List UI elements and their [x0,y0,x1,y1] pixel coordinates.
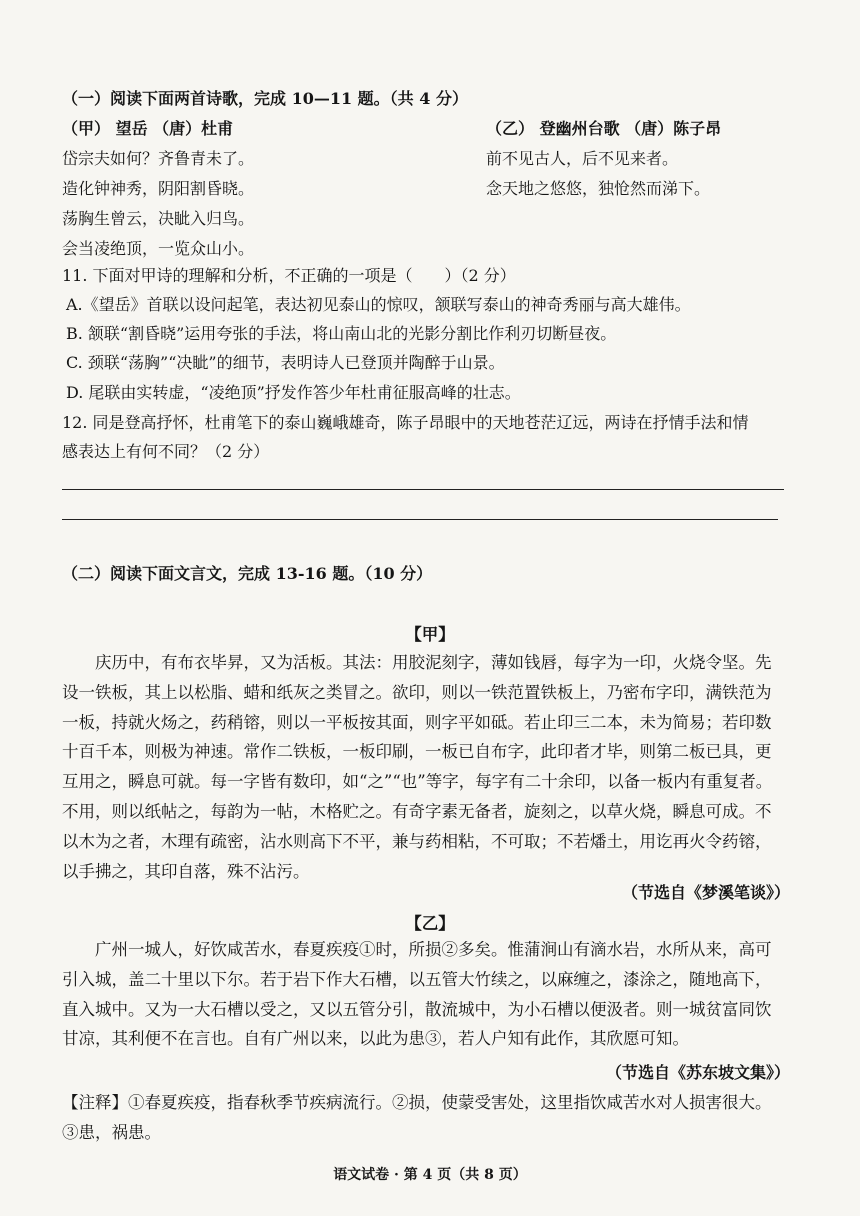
section1-heading: （一）阅读下面两首诗歌，完成 10—11 题。（共 4 分） [62,89,468,108]
page-footer: 语文试卷 · 第 4 页（共 8 页） [333,1167,527,1183]
question-11-option-a: A.《望岳》首联以设问起笔，表达初见泰山的惊叹，颔联写泰山的神奇秀丽与高大雄伟。 [66,295,691,314]
passage-jia-text: 庆历中，有布衣毕昇，又为活板。其法：用胶泥刻字，薄如钱唇，每字为一印，火烧令坚。先设一铁板，其上以松脂、蜡和纸灰之类冒之。欲印，则以一铁范置铁板上，乃密布字印，满铁范为一板，持就火炀之，药稍镕，则以一平板按其面，则字平如砥。若止印三二本，未为简易；若印数十百千本，则极为神速。常作二铁板，一板印刷，一板已自布字，此印者才毕，则第二板已具，更互用之，瞬息可就。每一字皆有数印，如“之”“也”等字，每字有二十余印，以备一板内有重复者。不用，则以纸帖之，每韵为一帖，木格贮之。有奇字素无备者，旋刻之，以草火烧，瞬息可成。不以木为之者，木理有疏密，沾水则高下不平，兼与药相粘，不可取；不若燔土，用讫再火令药镕，以手拂之，其印自落，殊不沾污。 [62,653,773,881]
passage-yi-text: 广州一城人，好饮咸苦水，春夏疾疫①时，所损②多矣。惟蒲涧山有滴水岩，水所从来，高可引入城，盖二十里以下尔。若于岩下作大石槽，以五管大竹续之，以麻缠之，漆涂之，随地高下，直入城中。又为一大石槽以受之，又以五管分引，散流城中，为小石槽以便汲者。则一城贫富同饮甘凉，其利便不在言也。自有广州以来，以此为患③，若人户知有此作，其欣愿可知。 [62,940,772,1049]
poem-a-line: 荡胸生曾云，决眦入归鸟。 [62,209,255,228]
passage-yi-label: 【乙】 [405,914,455,933]
answer-line [62,519,778,520]
question-11-option-b: B. 颔联“割昏晓”运用夸张的手法，将山南山北的光影分割比作利刃切断昼夜。 [66,324,617,343]
poem-a-line: 岱宗夫如何？齐鲁青未了。 [62,149,255,168]
poem-b-line: 前不见古人，后不见来者。 [486,149,679,168]
section2-heading: （二）阅读下面文言文，完成 13-16 题。（10 分） [62,564,433,583]
question-11-stem: 11. 下面对甲诗的理解和分析，不正确的一项是（ ）（2 分） [62,266,516,285]
passage-jia-source: （节选自《梦溪笔谈》） [621,883,790,902]
question-12-line: 感表达上有何不同？（2 分） [62,442,270,461]
poem-a-title: （甲） 望岳 （唐）杜甫 [62,119,234,138]
passage-yi-source: （节选自《苏东坡文集》） [605,1063,790,1082]
question-11-option-c: C. 颈联“荡胸”“决眦”的细节，表明诗人已登顶并陶醉于山景。 [66,353,505,372]
question-11-option-d: D. 尾联由实转虚，“凌绝顶”抒发作答少年杜甫征服高峰的壮志。 [66,383,521,402]
poem-b-line: 念天地之悠悠，独怆然而涕下。 [486,179,711,198]
question-12-line: 12. 同是登高抒怀，杜甫笔下的泰山巍峨雄奇，陈子昂眼中的天地苍茫辽远，两诗在抒情手法和情 [62,413,749,432]
poem-b-title: （乙） 登幽州台歌 （唐）陈子昂 [486,119,722,138]
poem-a-line: 造化钟神秀，阴阳割昏晓。 [62,179,255,198]
annotation-notes: 【注释】①春夏疾疫，指春秋季节疾病流行。②损，使蒙受害处，这里指饮咸苦水对人损害很大。③患，祸患。 [62,1093,772,1142]
poem-a-line: 会当凌绝顶，一览众山小。 [62,239,255,258]
answer-line [62,489,784,490]
passage-jia-label: 【甲】 [405,625,455,644]
